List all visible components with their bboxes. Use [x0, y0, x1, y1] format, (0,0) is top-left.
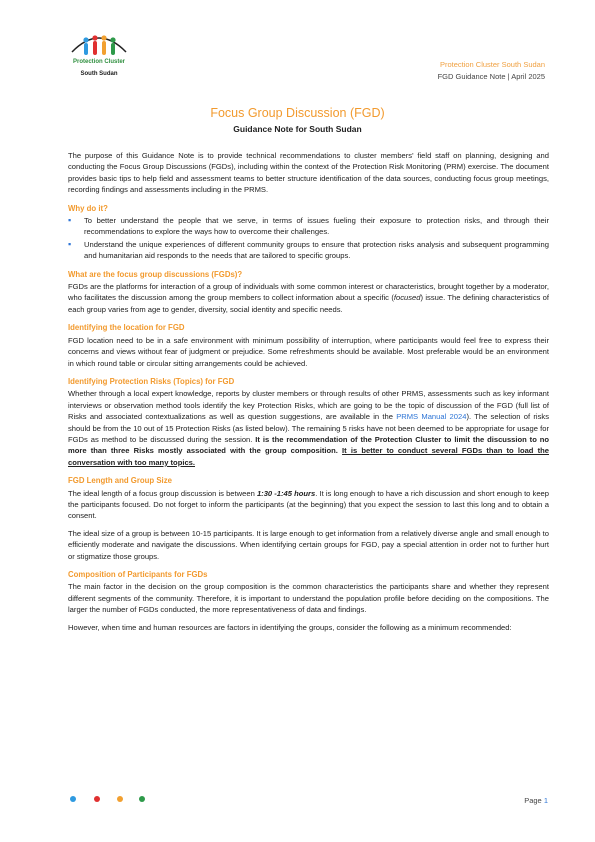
footer-dots: [70, 796, 160, 806]
why-list: [68, 215, 549, 262]
document-subtitle: Guidance Note for South Sudan: [233, 124, 362, 134]
length-heading: FGD Length and Group Size: [68, 476, 172, 486]
what-heading: What are the focus group discussions (FGDs)?: [68, 269, 243, 279]
composition-paragraph: The main factor in the decision on the group composition is the common characteristics the participants share and whether they represent different segments of the community. Therefore, it is important to understand the population profile before deciding on the compositions. The larger the number of FGDs conducted, the more representativeness of data and findings.: [68, 582, 549, 615]
location-heading: Identifying the location for FGD: [68, 323, 185, 333]
length-paragraph: The ideal length of a focus group discussion is between 1:30 -1:45 hours. It is long enough to have a rich discussion and short enough to keep the participants focused. Do not forget to inform the participants (at the beginning) that you expect the session to last this long and to obtain a consent.: [68, 488, 550, 521]
document-title: Focus Group Discussion (FGD): [210, 106, 385, 120]
page-number: Page 1: [524, 796, 548, 805]
document-body: [68, 150, 549, 639]
blue-dot-icon: [70, 796, 76, 802]
logo-line2: South Sudan: [80, 71, 118, 77]
header-right: [438, 59, 545, 83]
intro-paragraph: The purpose of this Guidance Note is to provide technical recommendations to cluster members' field staff on planning, designing and conducting the Focus Group Discussions (FGDs), including within the context of the Protection Risk Monitoring (PRM) exercise. The document provides basic tips to help field and assessment teams to better structure identification of the data sources, conducting focus group meetings, recording findings and assessments including in the PRMS.: [68, 151, 549, 195]
logo-line1: Protection Cluster: [72, 59, 125, 65]
risks-paragraph: Whether through a local expert knowledge, reports by cluster members or through results of other PRMS, assessments such as key informant interviews or observation method tools identify the key Protection Risks, which are going to be the topic of discussion of the FGD (full list of Risks and associated contextualizations as well as question suggestions, are available in the PRMS Manual 2024). The selection of risks should be from the 10 out of 15 Protection Risks (as listed below). The remaining 5 risks have not been deemed to be appropriate for usage for FGDs as method to be discussed during the session. It is the recommendation of the Protection Cluster to limit the discussion to no more than three Risks mostly associated with the group composition. It is better to conduct several FGDs than to load the conversation with too many topics.: [68, 389, 550, 467]
list-item: ▪ Understand the unique experiences of different community groups to ensure that protection risks analysis and subsequent programming and humanitarian aid responds to the needs that are tailored to specific groups.: [84, 239, 549, 262]
people-icon: [66, 28, 132, 58]
header-doc: FGD Guidance Note | April 2025: [437, 72, 545, 81]
risks-heading: Identifying Protection Risks (Topics) for FGD: [68, 376, 235, 386]
cluster-logo: [66, 28, 132, 84]
what-paragraph: FGDs are the platforms for interaction of a group of individuals with some common interest or characteristics, brought together by a moderator, who facilitates the discussion among the group members to collect information about a specific (focused) issue. The defining characteristics of each group varies from age to gender, diversity, social identity and specific needs.: [68, 282, 549, 314]
why-heading: Why do it?: [68, 203, 108, 213]
header-org: Protection Cluster South Sudan: [439, 60, 545, 69]
group-size-paragraph: The ideal size of a group is between 10-15 participants. It is large enough to get information from a relatively diverse angle and small enough to efficiently moderate and navigate the discussions. When identifying certain groups for FGD, pay a special attention in order not to further hurt or stigmatize those groups.: [68, 528, 549, 561]
composition-paragraph-2: However, when time and human resources are factors in identifying the groups, consider the following as a minimum recommended:: [68, 622, 512, 632]
red-dot-icon: [94, 796, 100, 802]
list-item: ▪ To better understand the people that we serve, in terms of issues fueling their exposure to protection risks, and through their recommendations to explore the ways how to overcome their challenges.: [84, 215, 549, 238]
composition-heading: Composition of Participants for FGDs: [68, 570, 208, 579]
green-dot-icon: [139, 796, 145, 802]
location-paragraph: FGD location need to be in a safe environment with minimum possibility of interruption, where participants would feel free to express their concerns and views without fear of judgment or prejudice. Some refreshments should be available. Most preferable would be an environment in which round table or circular sitting arrangements could be achieved.: [68, 335, 549, 368]
orange-dot-icon: [117, 796, 123, 802]
prms-manual-link[interactable]: PRMS Manual 2024: [396, 412, 467, 422]
